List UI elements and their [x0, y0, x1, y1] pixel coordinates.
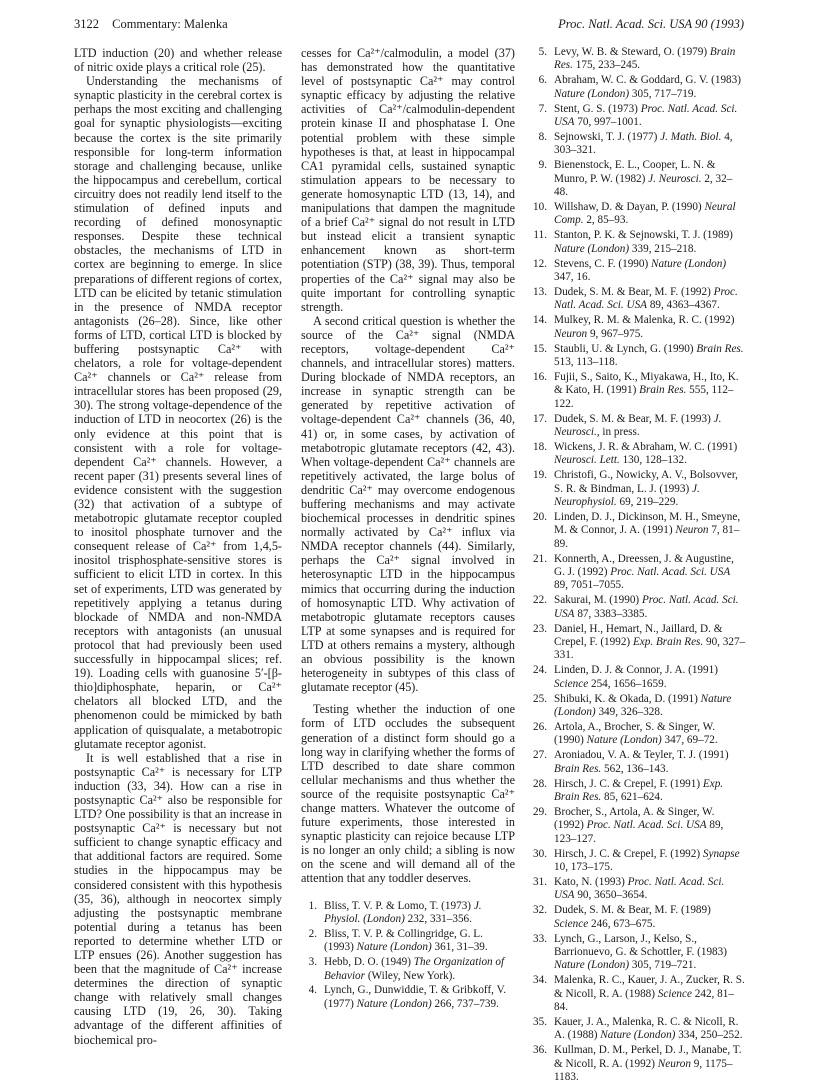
reference-number: 28. [533, 777, 547, 790]
reference-number: 27. [533, 749, 547, 762]
reference-number: 35. [533, 1016, 547, 1029]
reference-item [531, 343, 746, 370]
reference-list [531, 46, 746, 1085]
reference-volume-pages: 242, 81–84. [554, 987, 734, 1014]
reference-number: 18. [533, 440, 547, 453]
reference-item [531, 933, 746, 973]
reference-volume-pages: 10, 173–175. [554, 861, 613, 874]
reference-journal: Science [657, 987, 692, 1000]
paragraph: It is well established that a rise in postsynaptic Ca²⁺ is necessary for LTP induction (33, 34). How can a rise in postsynaptic Ca²⁺ also be responsible for LTD? One possibility is that an increase in postsynaptic Ca²⁺ is necessary but not sufficient to change synaptic efficacy and that additional factors are required. Some studies in the hippocampus may be considered consistent with this hypothesis (35, 36), although in neocortex simply adjusting the postsynaptic membrane potential during a tetanus has been reported to determine whether LTD or LTP ensues (26). Another suggestion has been that the magnitude of Ca²⁺ increase determines the direction of synaptic change with relatively small changes causing LTD (19, 26, 30). Taking advantage of the different affinities of biochemical pro- [74, 750, 282, 1047]
reference-journal: Nature (London) [586, 734, 662, 747]
reference-volume-pages: 69, 219–229. [616, 496, 679, 508]
reference-volume-pages: 85, 621–624. [601, 791, 663, 804]
reference-journal: Neuron [675, 524, 709, 537]
reference-authors: Shibuki, K. & Okada, D. (1991) [554, 692, 701, 705]
reference-number: 30. [533, 847, 547, 860]
reference-journal: Neuron [554, 327, 588, 340]
reference-authors: Willshaw, D. & Dayan, P. (1990) [554, 200, 705, 213]
reference-item [531, 749, 746, 776]
reference-volume-pages: 130, 128–132. [619, 454, 687, 467]
reference-volume-pages: 513, 113–118. [554, 355, 618, 368]
reference-journal: Nature (London) [356, 997, 432, 1010]
page-number: 3122 [74, 17, 99, 31]
reference-volume-pages: 70, 997–1001. [574, 116, 642, 129]
reference-authors: Dudek, S. M. & Bear, M. F. (1992) [554, 285, 714, 298]
paragraph: A second critical question is whether the source of the Ca²⁺ signal (NMDA receptors, voltage-dependent Ca²⁺ channels, and intracellular stores) matters. During blockade of NMDA receptors, an increase in synaptic strength can be generated by repetitive activation of voltage-dependent Ca²⁺ channels (36, 40, 41) or, in some cases, by activation of metabotropic glutamate receptors (42, 43). When voltage-dependent Ca²⁺ channels are repetitively activated, the large bolus of dendritic Ca²⁺ may overcome endogenous buffering mechanisms and may activate biochemical processes in dendritic spines normally activated by Ca²⁺ influx via NMDA receptor channels (44). Similarly, perhaps the Ca²⁺ signal involved in heterosynaptic LTD in the hippocampus mimics that occurring during the induction of homosynaptic LTD. Why activation of metabotropic glutamate receptors causes LTP at some synapses and is required for LTD at others remains a mystery, although an obvious possibility is the known heterogeneity in subtypes of this class of glutamate receptor (45). [301, 313, 515, 695]
reference-volume-pages: 305, 717–719. [629, 87, 697, 100]
reference-authors: Dudek, S. M. & Bear, M. F. (1989) [554, 904, 711, 917]
reference-journal: Exp. Brain Res. [632, 636, 704, 649]
reference-number: 2. [308, 927, 317, 940]
reference-authors: Kato, N. (1993) [554, 875, 628, 888]
reference-journal: J. Neurophysiol. [554, 482, 700, 508]
reference-journal: Nature (London) [651, 257, 727, 270]
reference-volume-pages: 555, 112–122. [554, 384, 734, 410]
reference-journal: Brain Res. [696, 342, 744, 355]
reference-authors: Linden, D. J., Dickinson, M. H., Smeyne, M. & Connor, J. A. (1991) [554, 510, 741, 537]
reference-journal: Nature (London) [554, 242, 630, 255]
reference-journal: Proc. Natl. Acad. Sci. USA [610, 566, 731, 579]
reference-number: 1. [308, 899, 317, 912]
reference-journal: Science [554, 677, 589, 690]
reference-item [531, 664, 746, 691]
reference-number: 15. [533, 342, 547, 355]
reference-journal: Exp. Brain Res. [554, 777, 724, 804]
reference-journal: Proc. Natl. Acad. Sci. USA [554, 285, 738, 312]
reference-authors: Linden, D. J. & Connor, J. A. (1991) [554, 664, 718, 677]
reference-item [531, 594, 746, 621]
reference-authors: Stevens, C. F. (1990) [554, 257, 651, 270]
reference-journal: Brain Res. [554, 46, 736, 72]
reference-journal: Proc. Natl. Acad. Sci. USA [554, 594, 739, 620]
reference-number: 20. [533, 510, 547, 523]
reference-item [531, 286, 746, 313]
reference-number: 33. [533, 932, 547, 945]
reference-number: 24. [533, 664, 547, 677]
reference-item [531, 806, 746, 846]
reference-number: 8. [538, 130, 547, 143]
reference-item [531, 314, 746, 341]
reference-authors: Kullman, D. M., Perkel, D. J., Manabe, T. & Nicoll, R. A. (1992) [554, 1044, 742, 1070]
reference-journal: Proc. Natl. Acad. Sci. USA [554, 102, 738, 129]
column-3 [531, 46, 746, 1086]
reference-number: 25. [533, 692, 547, 705]
reference-authors: Christofi, G., Nowicky, A. V., Bolsovver, S. R. & Bindman, L. J. (1993) [554, 469, 738, 495]
reference-authors: Bliss, T. V. P. & Collingridge, G. L. (1993) [324, 927, 483, 954]
reference-item [531, 904, 746, 931]
reference-number: 36. [533, 1044, 547, 1057]
reference-volume-pages: 9, 1175–1183. [554, 1057, 733, 1084]
reference-volume-pages: 562, 136–143. [601, 762, 669, 775]
reference-volume-pages: 90, 327–331. [554, 636, 746, 662]
reference-authors: Bienenstock, E. L., Cooper, L. N. & Munro, P. W. (1982) [554, 159, 716, 185]
reference-number: 3. [308, 956, 317, 969]
reference-item [531, 876, 746, 903]
reference-item [531, 131, 746, 158]
reference-item [301, 928, 515, 955]
reference-volume-pages: 9, 967–975. [587, 327, 644, 340]
reference-item [531, 469, 746, 509]
reference-authors: Staubli, U. & Lynch, G. (1990) [554, 342, 697, 355]
reference-authors: Hirsch, J. C. & Crepel, F. (1991) [554, 777, 703, 790]
reference-volume-pages: 349, 326–328. [595, 706, 663, 719]
reference-authors: Mulkey, R. M. & Malenka, R. C. (1992) [554, 314, 735, 327]
reference-authors: Fujii, S., Saito, K., Miyakawa, H., Ito, K. & Kato, H. (1991) [554, 370, 739, 397]
reference-journal: Science [554, 917, 589, 930]
reference-journal: J. Neurosci. [554, 412, 722, 438]
reference-journal: Proc. Natl. Acad. Sci. USA [554, 875, 725, 902]
reference-item [301, 956, 515, 983]
reference-journal: Nature (London) [554, 692, 732, 719]
reference-authors: Sejnowski, T. J. (1977) [554, 130, 661, 143]
reference-number: 26. [533, 721, 547, 733]
reference-authors: Wickens, J. R. & Abraham, W. C. (1991) [554, 440, 738, 453]
reference-volume-pages: 266, 737–739. [431, 997, 499, 1010]
reference-volume-pages: 175, 233–245. [572, 59, 641, 72]
reference-item [301, 900, 515, 927]
reference-number: 10. [533, 200, 547, 213]
reference-volume-pages: 254, 1656–1659. [588, 677, 667, 690]
paragraph: LTD induction (20) and whether release of nitric oxide plays a critical role (25). [74, 46, 282, 75]
reference-number: 9. [538, 159, 547, 172]
reference-item [531, 229, 746, 256]
paragraph: Understanding the mechanisms of synaptic plasticity in the cerebral cortex is perhaps the most exciting and challenging goal for synaptic physiologists—exciting because the cortex is the site primarily responsible for long-term information storage and challenging because, unlike the hippocampus and cerebellum, cortical circuitry does not readily lend itself to the stimulation of defined inputs and recording of defined monosynaptic responses. Despite these technical obstacles, the mechanisms of LTD in cortex are beginning to emerge. In slice preparations of different regions of cortex, LTD can be elicited by tetanic stimulation in the presence of NMDA receptor antagonists (26–28). Since, like other forms of LTD, cortical LTD is blocked by buffering postsynaptic Ca²⁺ with chelators, a role for voltage-dependent Ca²⁺ channels or Ca²⁺ release from intracellular stores has been proposed (29, 30). The strong voltage-dependence of the induction of LTD in neocortex (26) is the only evidence at this point that is consistent with a role for voltage-dependent Ca²⁺ channels. However, a recent paper (31) presents several lines of evidence consistent with the suggestion (32) that activation of a subtype of metabotropic glutamate receptor coupled to inositol phosphate turnover and the consequent release of Ca²⁺ from 1,4,5-inositol trisphosphate-sensitive stores is sufficient to elicit LTD in cortex. In this set of experiments, LTD was generated by repetitively applying a tetanus during blockade of NMDA and non-NMDA receptors with antagonists (an unusual protocol that had previously been used successfully in hippocampal slices; ref. 19). Loading cells with guanosine 5′-[β-thio]diphosphate, heparin, or Ca²⁺ chelators all blocked LTD, and the phenomenon could be mimicked by bath application of quisqualate, a metabotropic glutamate receptor agonist. [74, 74, 282, 751]
header-left [74, 17, 228, 32]
reference-authors: Hebb, D. O. (1949) [324, 956, 414, 969]
reference-volume-pages: 4, 303–321. [554, 130, 733, 157]
reference-volume-pages: 246, 673–675. [588, 917, 656, 930]
reference-volume-pages: 87, 3383–3385. [574, 607, 648, 620]
reference-number: 23. [533, 622, 547, 635]
reference-item [531, 413, 746, 440]
reference-journal: J. Math. Biol. [660, 130, 722, 143]
reference-volume-pages: 347, 16. [554, 271, 591, 283]
reference-item [531, 721, 746, 748]
reference-journal: Neurosci. Lett. [554, 454, 620, 467]
reference-item [531, 159, 746, 199]
reference-number: 14. [533, 314, 547, 327]
reference-item [531, 201, 746, 228]
reference-number: 7. [538, 102, 547, 115]
reference-volume-pages: 7, 81–89. [554, 524, 740, 550]
reference-item [531, 511, 746, 551]
reference-item [531, 258, 746, 285]
reference-number: 19. [533, 469, 547, 482]
paragraph: Testing whether the induction of one form of LTD occludes the subsequent generation of a distinct form should go a long way in clarifying whether the forms of LTD described to date share common cellular mechanisms and thus whether the source of the requisite postsynaptic Ca²⁺ change matters. Whatever the outcome of future experiments, those interested in synaptic plasticity can rejoice because LTP is no longer an only child; a sibling is now on the scene and will demand all of the attention that any toddler deserves. [301, 702, 515, 886]
reference-item [531, 441, 746, 468]
reference-number: 32. [533, 904, 547, 917]
reference-volume-pages: 2, 32–48. [554, 172, 733, 199]
reference-number: 12. [533, 257, 547, 270]
reference-journal: Nature (London) [600, 1029, 676, 1042]
column-2 [301, 46, 515, 1013]
reference-volume-pages: 347, 69–72. [661, 734, 718, 747]
reference-volume-pages: 361, 31–39. [431, 941, 488, 954]
reference-volume-pages: 89, 4363–4367. [647, 299, 720, 312]
reference-authors: Stent, G. S. (1973) [554, 102, 641, 115]
reference-volume-pages: 89, 7051–7055. [554, 579, 624, 592]
reference-item [531, 1044, 746, 1084]
reference-item [531, 974, 746, 1014]
reference-number: 29. [533, 805, 547, 818]
reference-item [531, 74, 746, 101]
paragraph: cesses for Ca²⁺/calmodulin, a model (37) has demonstrated how the quantitative level of postsynaptic Ca²⁺ may control synaptic efficacy by adjusting the relative activities of Ca²⁺/calmodulin-dependent protein kinase II and phosphatase I. One potential problem with these simple hypotheses is that, at least in hippocampal CA1 pyramidal cells, sustained synaptic stimulation appears to be necessary to generate homosynaptic LTD (13, 14), and manipulations that dampen the magnitude of a brief Ca²⁺ signal do not result in LTD but instead elicit a transient synaptic enhancement known as short-term potentiation (STP) (38, 39). Thus, temporal properties of the Ca²⁺ signal may also be quite important for controlling synaptic strength. [301, 46, 515, 314]
reference-volume-pages: 334, 250–252. [675, 1029, 743, 1042]
reference-number: 5. [538, 46, 547, 58]
reference-journal: J. Physiol. (London) [324, 899, 482, 925]
reference-item [531, 848, 746, 875]
reference-journal: Nature (London) [554, 87, 630, 100]
section-title: Commentary: Malenka [112, 17, 228, 31]
reference-volume-pages: 89, 123–127. [554, 819, 724, 845]
reference-journal: Synapse [702, 847, 740, 860]
reference-volume-pages: 305, 719–721. [629, 959, 697, 972]
reference-authors: Levy, W. B. & Steward, O. (1979) [554, 46, 710, 58]
reference-number: 17. [533, 412, 547, 425]
reference-journal: Nature (London) [356, 941, 432, 954]
reference-item [531, 103, 746, 130]
reference-number: 21. [533, 552, 547, 565]
reference-authors: Daniel, H., Hemart, N., Jaillard, D. & Crepel, F. (1992) [554, 622, 723, 649]
reference-number: 13. [533, 285, 547, 298]
reference-list [301, 900, 515, 1012]
reference-number: 31. [533, 875, 547, 888]
reference-journal: The Organization of Behavior [324, 956, 505, 982]
reference-journal: J. Neurosci. [648, 172, 702, 185]
reference-item [531, 693, 746, 720]
reference-volume-pages: 90, 3650–3654. [574, 889, 648, 902]
reference-volume-pages: (Wiley, New York). [365, 969, 456, 982]
column-1 [74, 46, 282, 1047]
reference-authors: Lynch, G., Larson, J., Kelso, S., Barrionuevo, G. & Schottler, F. (1983) [554, 932, 727, 958]
reference-journal: Proc. Natl. Acad. Sci. USA [586, 819, 707, 832]
reference-authors: Bliss, T. V. P. & Lomo, T. (1973) [324, 899, 474, 912]
reference-volume-pages: , in press. [596, 425, 640, 438]
reference-number: 22. [533, 594, 547, 607]
reference-item [531, 371, 746, 411]
reference-number: 4. [308, 984, 317, 997]
reference-journal: Brain Res. [639, 384, 687, 397]
reference-authors: Malenka, R. C., Kauer, J. A., Zucker, R. S. & Nicoll, R. A. (1988) [554, 974, 745, 1000]
reference-item [531, 553, 746, 593]
reference-journal: Neuron [657, 1057, 691, 1070]
reference-number: 16. [533, 370, 547, 383]
journal-citation: Proc. Natl. Acad. Sci. USA 90 (1993) [558, 17, 744, 31]
reference-journal: Nature (London) [554, 959, 630, 972]
reference-volume-pages: 339, 215–218. [629, 242, 697, 255]
reference-number: 34. [533, 974, 547, 987]
reference-authors: Aroniadou, V. A. & Teyler, T. J. (1991) [554, 749, 729, 762]
reference-authors: Hirsch, J. C. & Crepel, F. (1992) [554, 847, 703, 860]
reference-authors: Dudek, S. M. & Bear, M. F. (1993) [554, 412, 714, 425]
reference-authors: Lynch, G., Dunwiddie, T. & Gribkoff, V. (1977) [324, 984, 506, 1010]
reference-item [531, 1016, 746, 1043]
reference-authors: Brocher, S., Artola, A. & Singer, W. (1992) [554, 805, 715, 832]
reference-item [301, 984, 515, 1011]
reference-authors: Konnerth, A., Dreessen, J. & Augustine, G. J. (1992) [554, 552, 734, 579]
reference-authors: Sakurai, M. (1990) [554, 594, 642, 607]
reference-journal: Neural Comp. [554, 200, 736, 227]
reference-journal: Brain Res. [554, 762, 602, 775]
reference-volume-pages: 2, 85–93. [583, 214, 629, 227]
reference-authors: Artola, A., Brocher, S. & Singer, W. (1990) [554, 721, 715, 747]
reference-item [531, 46, 746, 73]
reference-item [531, 623, 746, 663]
reference-authors: Stanton, P. K. & Sejnowski, T. J. (1989) [554, 229, 733, 242]
reference-number: 6. [538, 74, 547, 87]
reference-authors: Abraham, W. C. & Goddard, G. V. (1983) [554, 74, 741, 87]
reference-number: 11. [533, 229, 547, 242]
reference-item [531, 778, 746, 805]
page-header [74, 17, 744, 35]
reference-volume-pages: 232, 331–356. [404, 912, 472, 925]
reference-authors: Kauer, J. A., Malenka, R. C. & Nicoll, R. A. (1988) [554, 1016, 739, 1042]
